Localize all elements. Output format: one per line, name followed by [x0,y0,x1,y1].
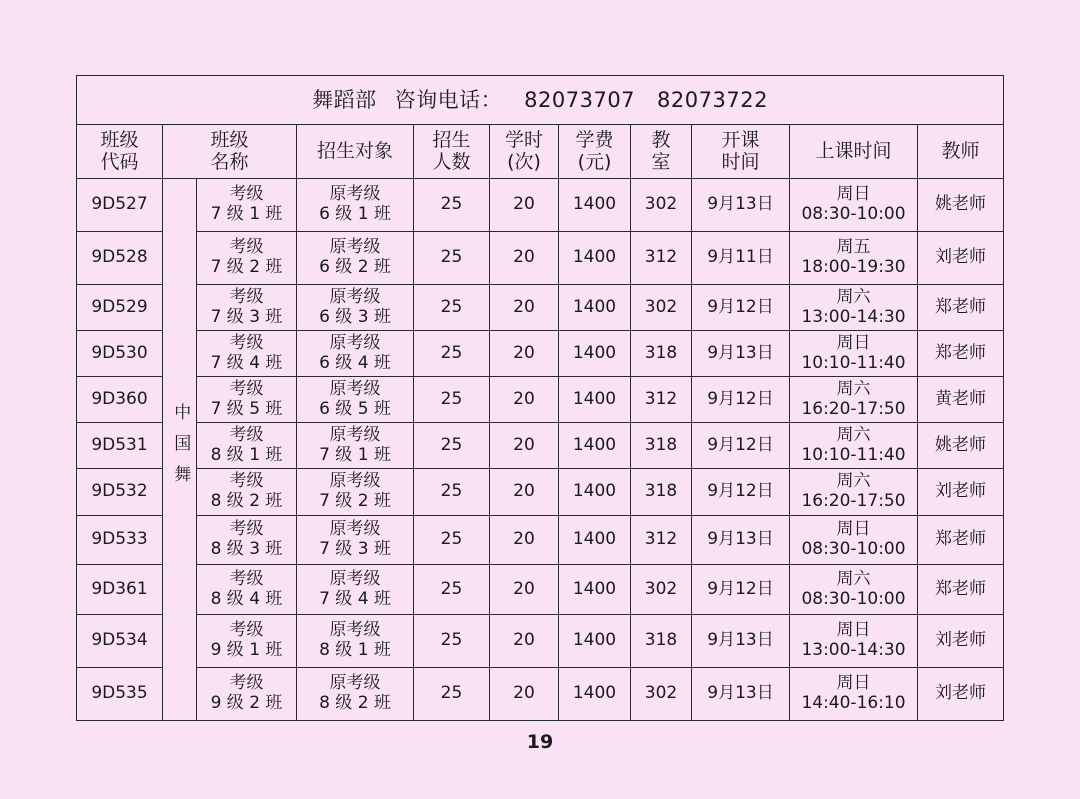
class-code: 9D528 [77,232,163,285]
class-code: 9D529 [77,285,163,331]
session-count: 20 [490,331,559,377]
enroll-target-line-2: 6 级 5 班 [319,398,391,419]
consult-label: 咨询电话： [394,87,503,112]
tuition-fee: 1400 [559,179,631,232]
start-date: 9月13日 [692,615,790,668]
enroll-target-line-1: 原考级 [329,237,381,258]
col-header-start: 开课 时间 [692,125,790,179]
col-header-teacher: 教师 [918,125,1004,179]
session-count: 20 [490,377,559,423]
class-time [790,331,918,377]
teacher: 姚老师 [918,423,1004,469]
enroll-target [297,565,414,615]
enroll-target-line-2: 7 级 4 班 [319,588,391,609]
session-count: 20 [490,285,559,331]
enroll-count: 25 [414,179,490,232]
enroll-target [297,377,414,423]
class-name-line-2: 7 级 1 班 [210,204,283,224]
start-date: 9月12日 [692,423,790,469]
class-time-line-2: 18:00-19:30 [801,257,906,277]
course-schedule-page [76,75,1003,721]
class-name [197,179,297,232]
class-name-line-2: 7 级 3 班 [210,306,283,327]
enroll-target [297,615,414,668]
session-count: 20 [490,232,559,285]
session-count: 20 [490,615,559,668]
tuition-fee: 1400 [559,331,631,377]
session-count: 20 [490,179,559,232]
class-code: 9D360 [77,377,163,423]
enroll-target-line-2: 6 级 1 班 [319,204,391,224]
teacher: 姚老师 [918,179,1004,232]
classroom: 302 [631,668,692,721]
enroll-target-line-1: 原考级 [329,673,381,694]
class-time-line-1: 周六 [836,471,871,492]
class-name-line-2: 9 级 1 班 [210,640,283,660]
enroll-target-line-1: 原考级 [329,568,381,589]
class-time-line-2: 14:40-16:10 [801,693,906,713]
class-name-line-1: 考级 [229,424,264,445]
start-date: 9月13日 [692,516,790,565]
tuition-fee: 1400 [559,232,631,285]
enroll-count: 25 [414,469,490,516]
department-name: 舞蹈部 [312,87,377,112]
enroll-count: 25 [414,232,490,285]
class-code: 9D535 [77,668,163,721]
class-time-line-2: 13:00-14:30 [801,640,906,660]
class-name [197,232,297,285]
class-time [790,615,918,668]
class-name [197,615,297,668]
enroll-target [297,668,414,721]
session-count: 20 [490,565,559,615]
enroll-target-line-2: 6 级 3 班 [319,306,391,327]
class-code: 9D530 [77,331,163,377]
start-date: 9月13日 [692,179,790,232]
class-time [790,516,918,565]
class-time [790,179,918,232]
class-time-line-2: 10:10-11:40 [801,352,906,373]
enroll-target-line-1: 原考级 [329,286,381,307]
enroll-target-line-1: 原考级 [329,332,381,353]
enroll-target-line-1: 原考级 [329,620,381,641]
table-row [77,179,1004,232]
class-time-line-2: 10:10-11:40 [801,444,906,465]
tuition-fee: 1400 [559,565,631,615]
class-name-line-1: 考级 [229,471,264,492]
enroll-count: 25 [414,423,490,469]
table-body [77,179,1004,721]
class-time-line-2: 08:30-10:00 [801,588,906,609]
teacher: 郑老师 [918,331,1004,377]
class-time [790,469,918,516]
class-time-line-2: 08:30-10:00 [801,539,906,559]
teacher: 郑老师 [918,285,1004,331]
enroll-target-line-2: 8 级 2 班 [319,693,391,713]
enroll-count: 25 [414,516,490,565]
teacher: 刘老师 [918,232,1004,285]
teacher: 郑老师 [918,565,1004,615]
col-header-code: 班级 代码 [77,125,163,179]
classroom: 312 [631,516,692,565]
enroll-count: 25 [414,377,490,423]
enroll-target [297,469,414,516]
table-row [77,331,1004,377]
enroll-target [297,285,414,331]
enroll-target-line-2: 6 级 2 班 [319,257,391,277]
table-row [77,565,1004,615]
enroll-count: 25 [414,615,490,668]
session-count: 20 [490,668,559,721]
tuition-fee: 1400 [559,615,631,668]
enroll-target-line-1: 原考级 [329,519,381,540]
col-header-schedule: 上课时间 [790,125,918,179]
tuition-fee: 1400 [559,377,631,423]
class-name-line-1: 考级 [229,673,264,694]
table-row [77,285,1004,331]
column-header-row [77,125,1004,179]
enroll-target [297,179,414,232]
class-name [197,285,297,331]
tuition-fee: 1400 [559,516,631,565]
tuition-fee: 1400 [559,469,631,516]
class-time-line-1: 周六 [836,568,871,589]
class-name-line-1: 考级 [229,184,264,205]
enroll-target-line-1: 原考级 [329,378,381,399]
class-time-line-2: 08:30-10:00 [801,204,906,224]
enroll-count: 25 [414,331,490,377]
enroll-target-line-1: 原考级 [329,184,381,205]
class-name-line-2: 8 级 4 班 [210,588,283,609]
classroom: 302 [631,179,692,232]
class-name-line-2: 9 级 2 班 [210,693,283,713]
table-row [77,668,1004,721]
class-name [197,423,297,469]
class-name-line-1: 考级 [229,519,264,540]
class-name-line-2: 8 级 2 班 [210,491,283,511]
table-row [77,615,1004,668]
table-row [77,516,1004,565]
course-schedule-table [76,75,1004,721]
phone-number-1: 82073707 [524,87,636,112]
teacher: 刘老师 [918,668,1004,721]
class-time-line-1: 周六 [836,286,871,307]
start-date: 9月11日 [692,232,790,285]
table-row [77,469,1004,516]
classroom: 318 [631,469,692,516]
class-code: 9D361 [77,565,163,615]
class-time-line-1: 周日 [836,620,871,641]
classroom: 302 [631,565,692,615]
page-number: 19 [526,731,554,753]
class-name-line-1: 考级 [229,237,264,258]
teacher: 刘老师 [918,469,1004,516]
classroom: 312 [631,377,692,423]
class-time-line-1: 周六 [836,424,871,445]
col-header-target: 招生对象 [297,125,414,179]
tuition-fee: 1400 [559,668,631,721]
class-code: 9D532 [77,469,163,516]
enroll-target-line-2: 7 级 1 班 [319,444,391,465]
class-name-line-1: 考级 [229,568,264,589]
col-header-sessions: 学时 (次) [490,125,559,179]
start-date: 9月13日 [692,331,790,377]
enroll-target-line-1: 原考级 [329,471,381,492]
classroom: 318 [631,423,692,469]
class-name [197,516,297,565]
session-count: 20 [490,423,559,469]
class-time-line-2: 16:20-17:50 [801,398,906,419]
class-time-line-1: 周五 [836,237,871,258]
class-time-line-1: 周日 [836,519,871,540]
tuition-fee: 1400 [559,285,631,331]
start-date: 9月12日 [692,469,790,516]
enroll-target [297,331,414,377]
class-name-line-2: 7 级 2 班 [210,257,283,277]
teacher: 刘老师 [918,615,1004,668]
class-code: 9D533 [77,516,163,565]
class-name-line-2: 8 级 1 班 [210,444,283,465]
class-name-line-2: 7 级 5 班 [210,398,283,419]
class-time-line-2: 16:20-17:50 [801,491,906,511]
class-name-line-2: 8 级 3 班 [210,539,283,559]
class-time-line-1: 周日 [836,673,871,694]
start-date: 9月13日 [692,668,790,721]
start-date: 9月12日 [692,565,790,615]
enroll-target [297,232,414,285]
enroll-target [297,516,414,565]
classroom: 318 [631,615,692,668]
class-time-line-1: 周日 [836,332,871,353]
class-time-line-1: 周六 [836,378,871,399]
class-time [790,668,918,721]
class-code: 9D527 [77,179,163,232]
classroom: 312 [631,232,692,285]
class-name-line-2: 7 级 4 班 [210,352,283,373]
class-name [197,331,297,377]
class-time-line-1: 周日 [836,184,871,205]
enroll-target-line-1: 原考级 [329,424,381,445]
col-header-fee: 学费 (元) [559,125,631,179]
enroll-count: 25 [414,668,490,721]
category-label: 中国舞 [163,179,197,721]
class-name-line-1: 考级 [229,332,264,353]
class-time-line-2: 13:00-14:30 [801,306,906,327]
classroom: 318 [631,331,692,377]
teacher: 黄老师 [918,377,1004,423]
enroll-target-line-2: 7 级 3 班 [319,539,391,559]
start-date: 9月12日 [692,377,790,423]
table-row [77,232,1004,285]
table-row [77,423,1004,469]
class-name [197,469,297,516]
class-code: 9D534 [77,615,163,668]
table-row [77,377,1004,423]
class-code: 9D531 [77,423,163,469]
enroll-count: 25 [414,565,490,615]
enroll-target-line-2: 8 级 1 班 [319,640,391,660]
enroll-target-line-2: 6 级 4 班 [319,352,391,373]
session-count: 20 [490,516,559,565]
class-name-line-1: 考级 [229,378,264,399]
class-time [790,377,918,423]
col-header-name: 班级 名称 [163,125,297,179]
start-date: 9月12日 [692,285,790,331]
tuition-fee: 1400 [559,423,631,469]
class-name [197,565,297,615]
enroll-count: 25 [414,285,490,331]
teacher: 郑老师 [918,516,1004,565]
class-time [790,232,918,285]
table-title [77,76,1004,125]
classroom: 302 [631,285,692,331]
class-name [197,377,297,423]
phone-number-2: 82073722 [657,87,768,112]
class-time [790,565,918,615]
session-count: 20 [490,469,559,516]
col-header-room: 教 室 [631,125,692,179]
class-name-line-1: 考级 [229,286,264,307]
class-time [790,423,918,469]
class-name-line-1: 考级 [229,620,264,641]
class-name [197,668,297,721]
enroll-target [297,423,414,469]
col-header-enroll: 招生 人数 [414,125,490,179]
enroll-target-line-2: 7 级 2 班 [319,491,391,511]
class-time [790,285,918,331]
